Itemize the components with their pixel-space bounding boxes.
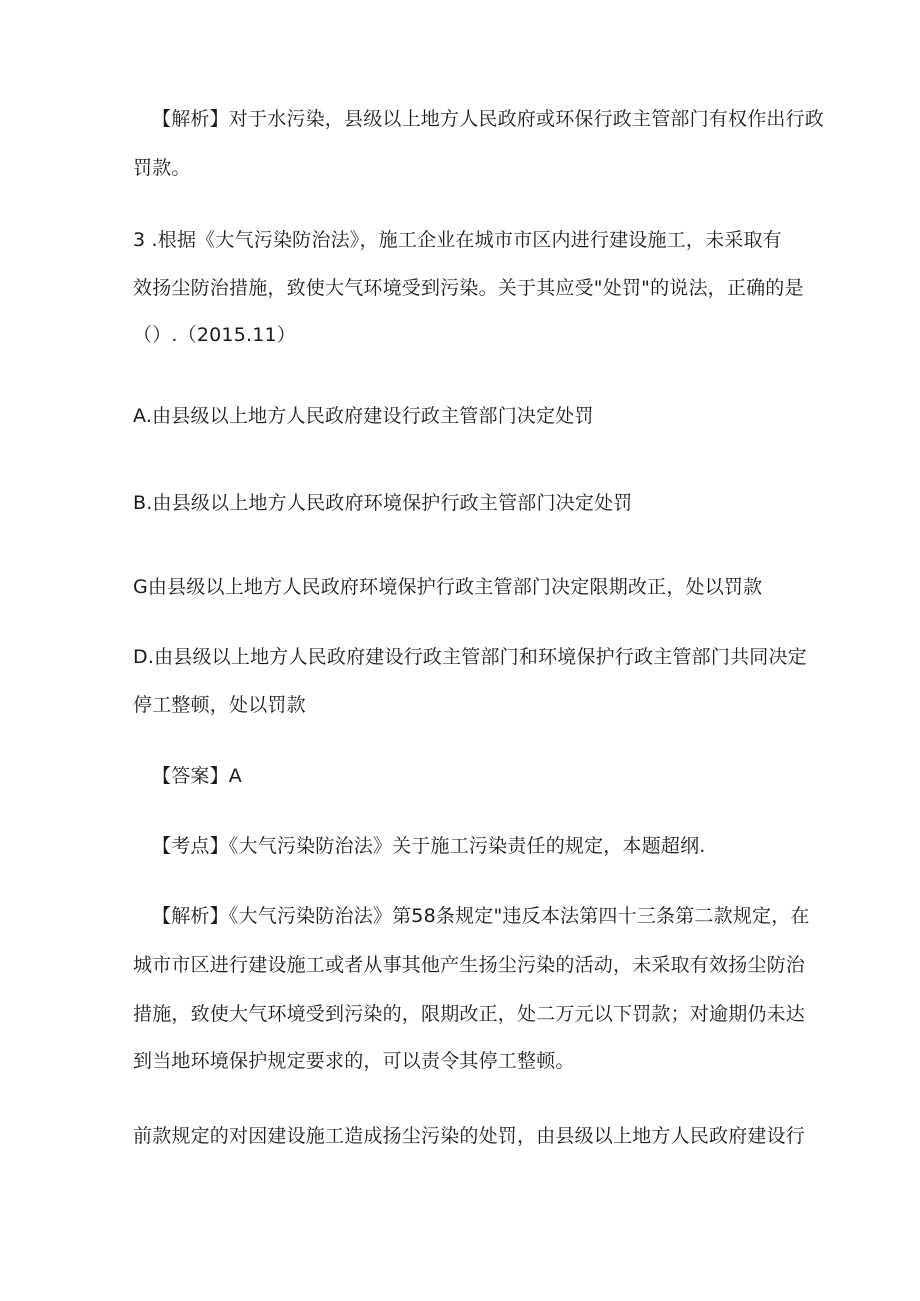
question-3-line-1: 3 .根据《大气污染防治法》，施工企业在城市市区内进行建设施工，未采取有: [133, 229, 782, 251]
analysis-line-4: 到当地环境保护规定要求的，可以责令其停工整顿。: [133, 1050, 575, 1072]
analysis-line-1: 【解析】《大气污染防治法》第58条规定"违反本法第四十三条第二款规定，在: [152, 905, 810, 927]
question-3-line-2: 效扬尘防治措施，致使大气环境受到污染。关于其应受"处罚"的说法，正确的是: [133, 277, 804, 299]
analysis-prev-line-2: 罚款。: [133, 157, 191, 179]
option-d-line-2: 停工整顿，处以罚款: [133, 694, 306, 716]
analysis-line-3: 措施，致使大气环境受到污染的，限期改正，处二万元以下罚款；对逾期仍未达: [133, 1003, 806, 1025]
option-d-line-1: D.由县级以上地方人民政府建设行政主管部门和环境保护行政主管部门共同决定: [133, 646, 807, 668]
analysis-line-2: 城市市区进行建设施工或者从事其他产生扬尘污染的活动，未采取有效扬尘防治: [133, 954, 806, 976]
kaodian: 【考点】《大气污染防治法》关于施工污染责任的规定，本题超纲.: [152, 835, 706, 857]
final-line: 前款规定的对因建设施工造成扬尘污染的处罚，由县级以上地方人民政府建设行: [133, 1125, 806, 1147]
question-3-line-3: （）.（2015.11）: [133, 324, 297, 346]
analysis-prev-line-1: 【解析】对于水污染，县级以上地方人民政府或环保行政主管部门有权作出行政: [152, 108, 825, 130]
option-c: G由县级以上地方人民政府环境保护行政主管部门决定限期改正，处以罚款: [133, 576, 763, 598]
answer: 【答案】A: [152, 765, 242, 787]
option-b: B.由县级以上地方人民政府环境保护行政主管部门决定处罚: [133, 492, 633, 514]
option-a: A.由县级以上地方人民政府建设行政主管部门决定处罚: [133, 405, 594, 427]
